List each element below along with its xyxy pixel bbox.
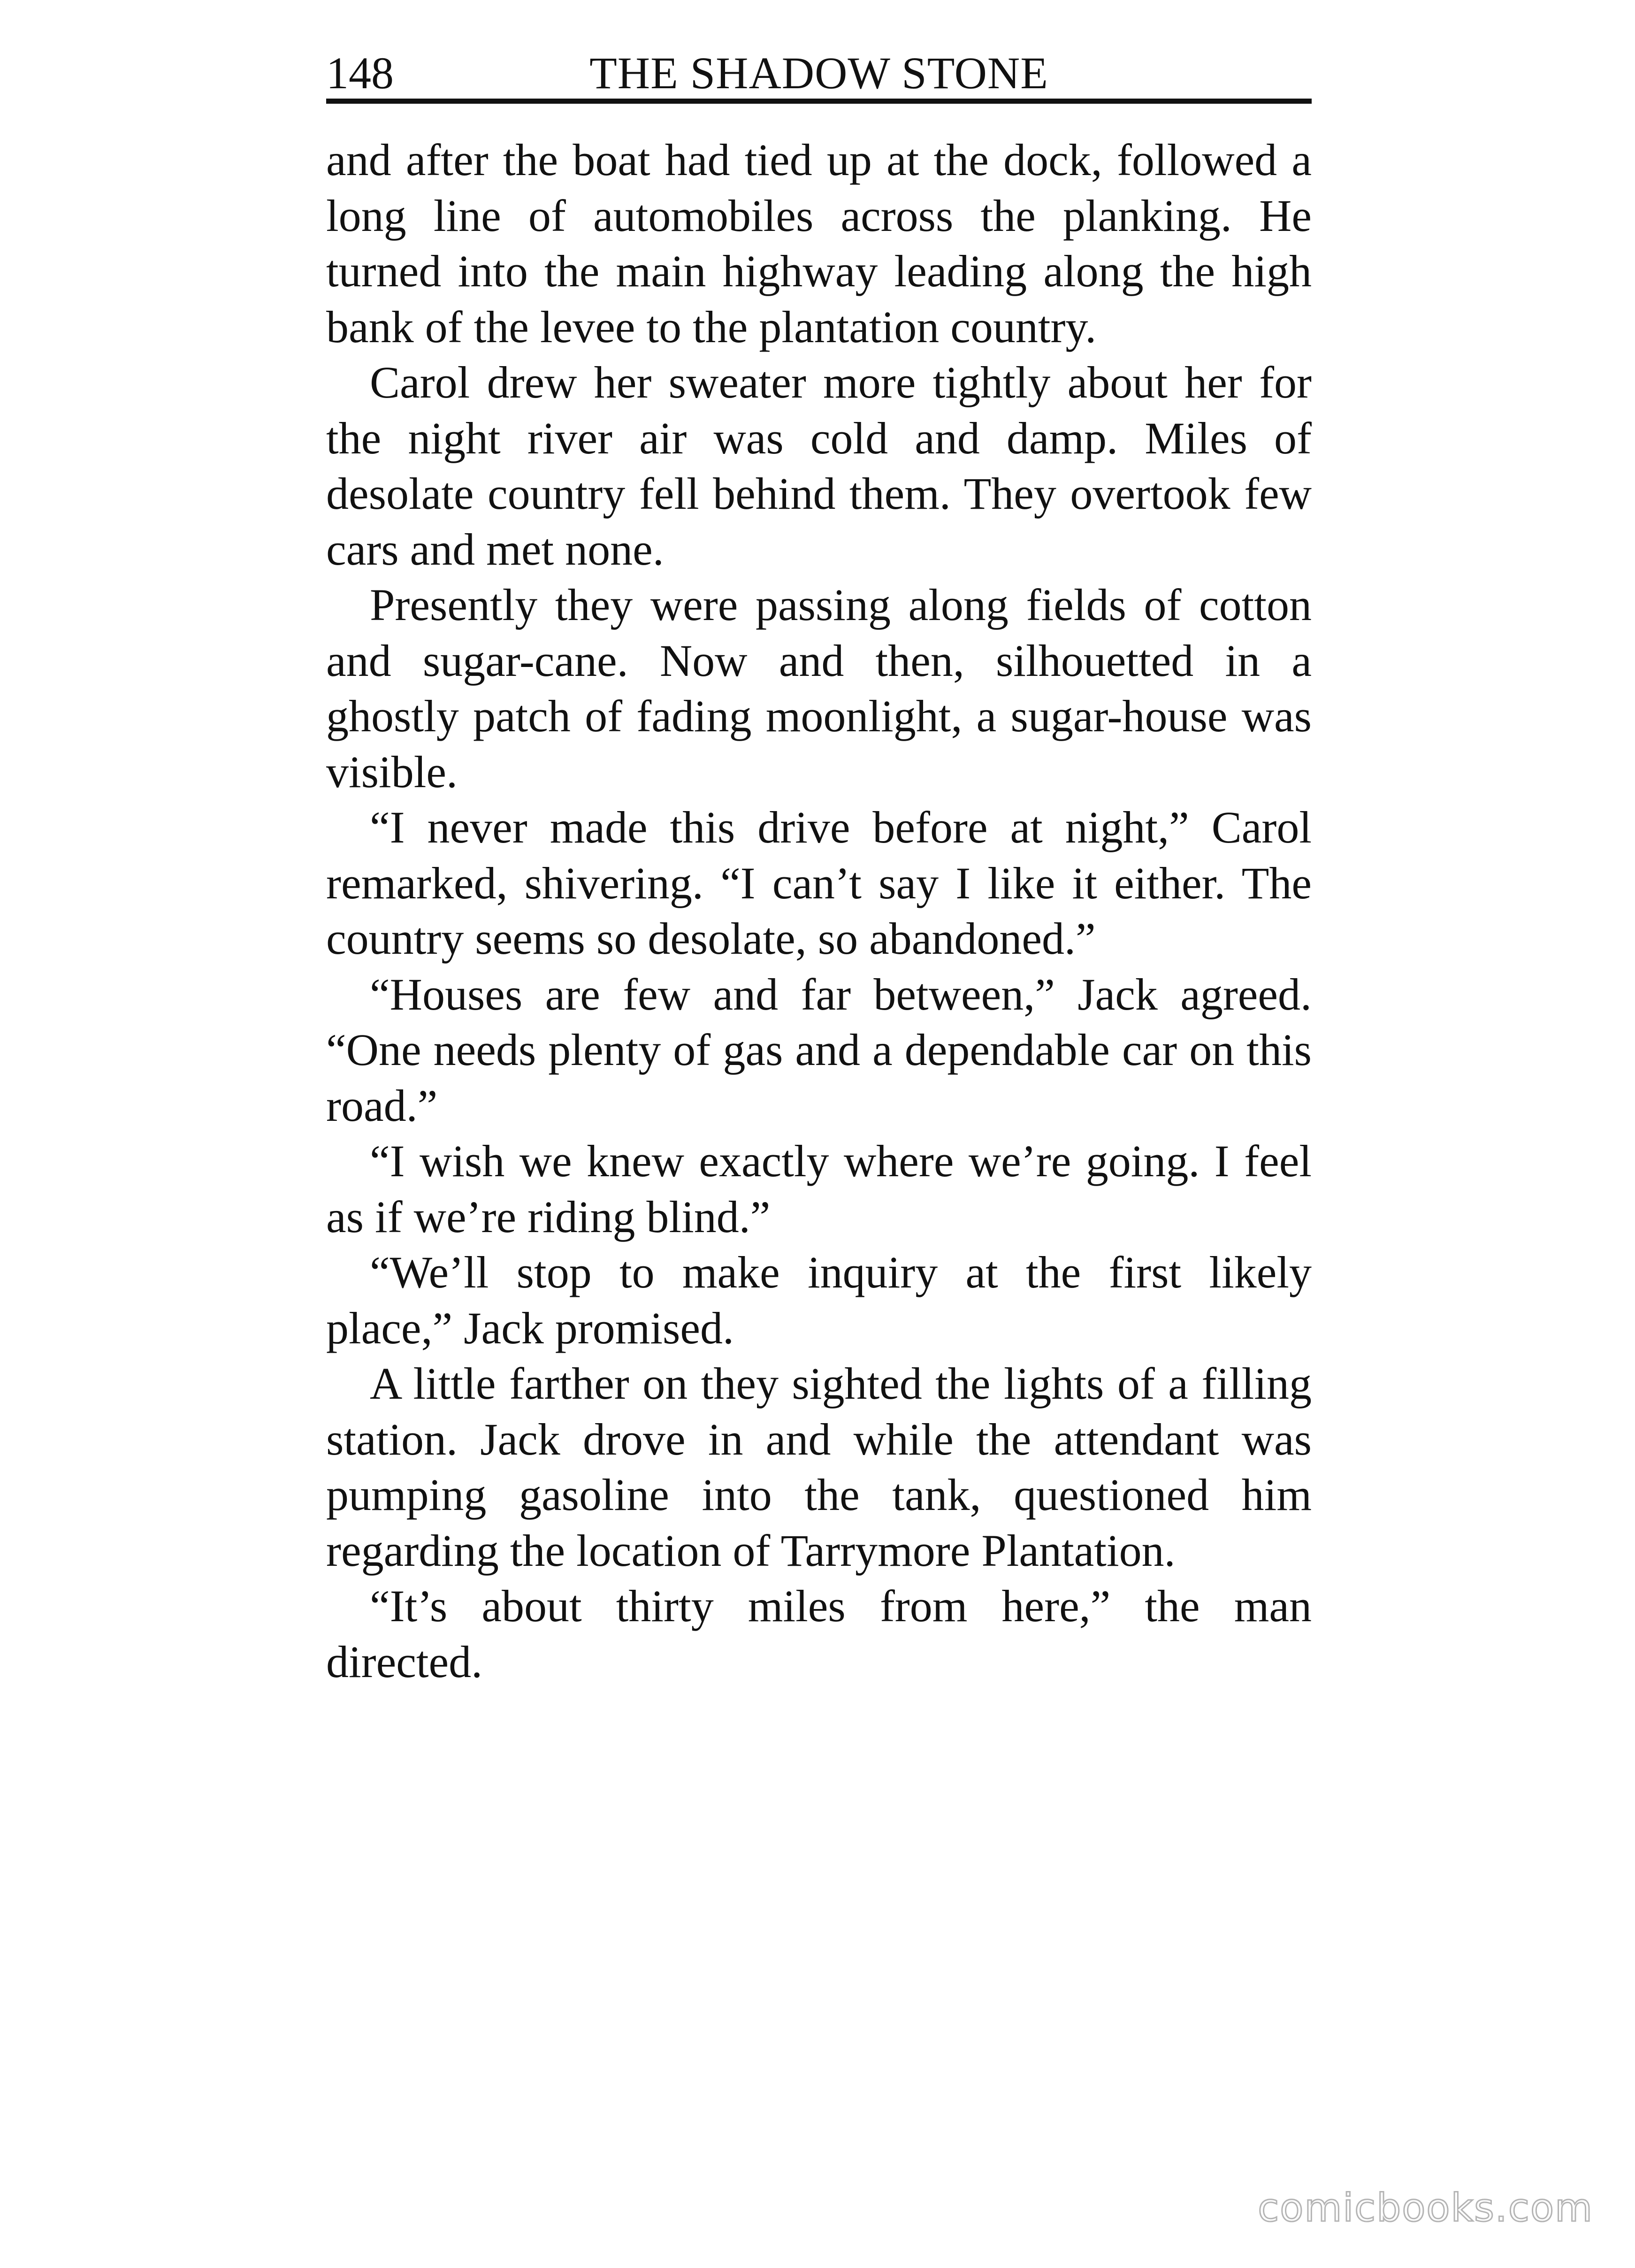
paragraph: “It’s about thirty miles from here,” the man directed. [326, 1581, 1312, 1687]
paragraph: and after the boat had tied up at the dock, followed a long line of automobiles across the planking. He turned into the main highway leading along the high bank of the levee to the plantation country. [326, 135, 1312, 352]
running-head [326, 45, 1312, 101]
body-text [326, 132, 1312, 1690]
watermark: comicbooks.com [1258, 2186, 1593, 2230]
header-rule [326, 99, 1312, 104]
paragraph: A little farther on they sighted the lights of a filling station. Jack drove in and while the attendant was pumping gasoline into the tank, questioned him regarding the location of Tarrymore Plantation. [326, 1358, 1312, 1576]
paragraph: “Houses are few and far between,” Jack agreed. “One needs plenty of gas and a dependable car on this road.” [326, 969, 1312, 1131]
paragraph: “I never made this drive before at night,” Carol remarked, shivering. “I can’t say I like it either. The country seems so desolate, so abandoned.” [326, 802, 1312, 964]
paragraph: “We’ll stop to make inquiry at the first likely place,” Jack promised. [326, 1247, 1312, 1353]
running-title: THE SHADOW STONE [589, 48, 1048, 98]
paragraph: Carol drew her sweater more tightly about her for the night river air was cold and damp. Miles of desolate country fell behind them. They overtook few cars and met none. [326, 357, 1312, 575]
paragraph: Presently they were passing along fields of cotton and sugar-cane. Now and then, silhouetted in a ghostly patch of fading moonlight, a sugar-house was visible. [326, 580, 1312, 797]
page-number: 148 [326, 48, 394, 98]
paragraph: “I wish we knew exactly where we’re going. I feel as if we’re riding blind.” [326, 1136, 1312, 1242]
